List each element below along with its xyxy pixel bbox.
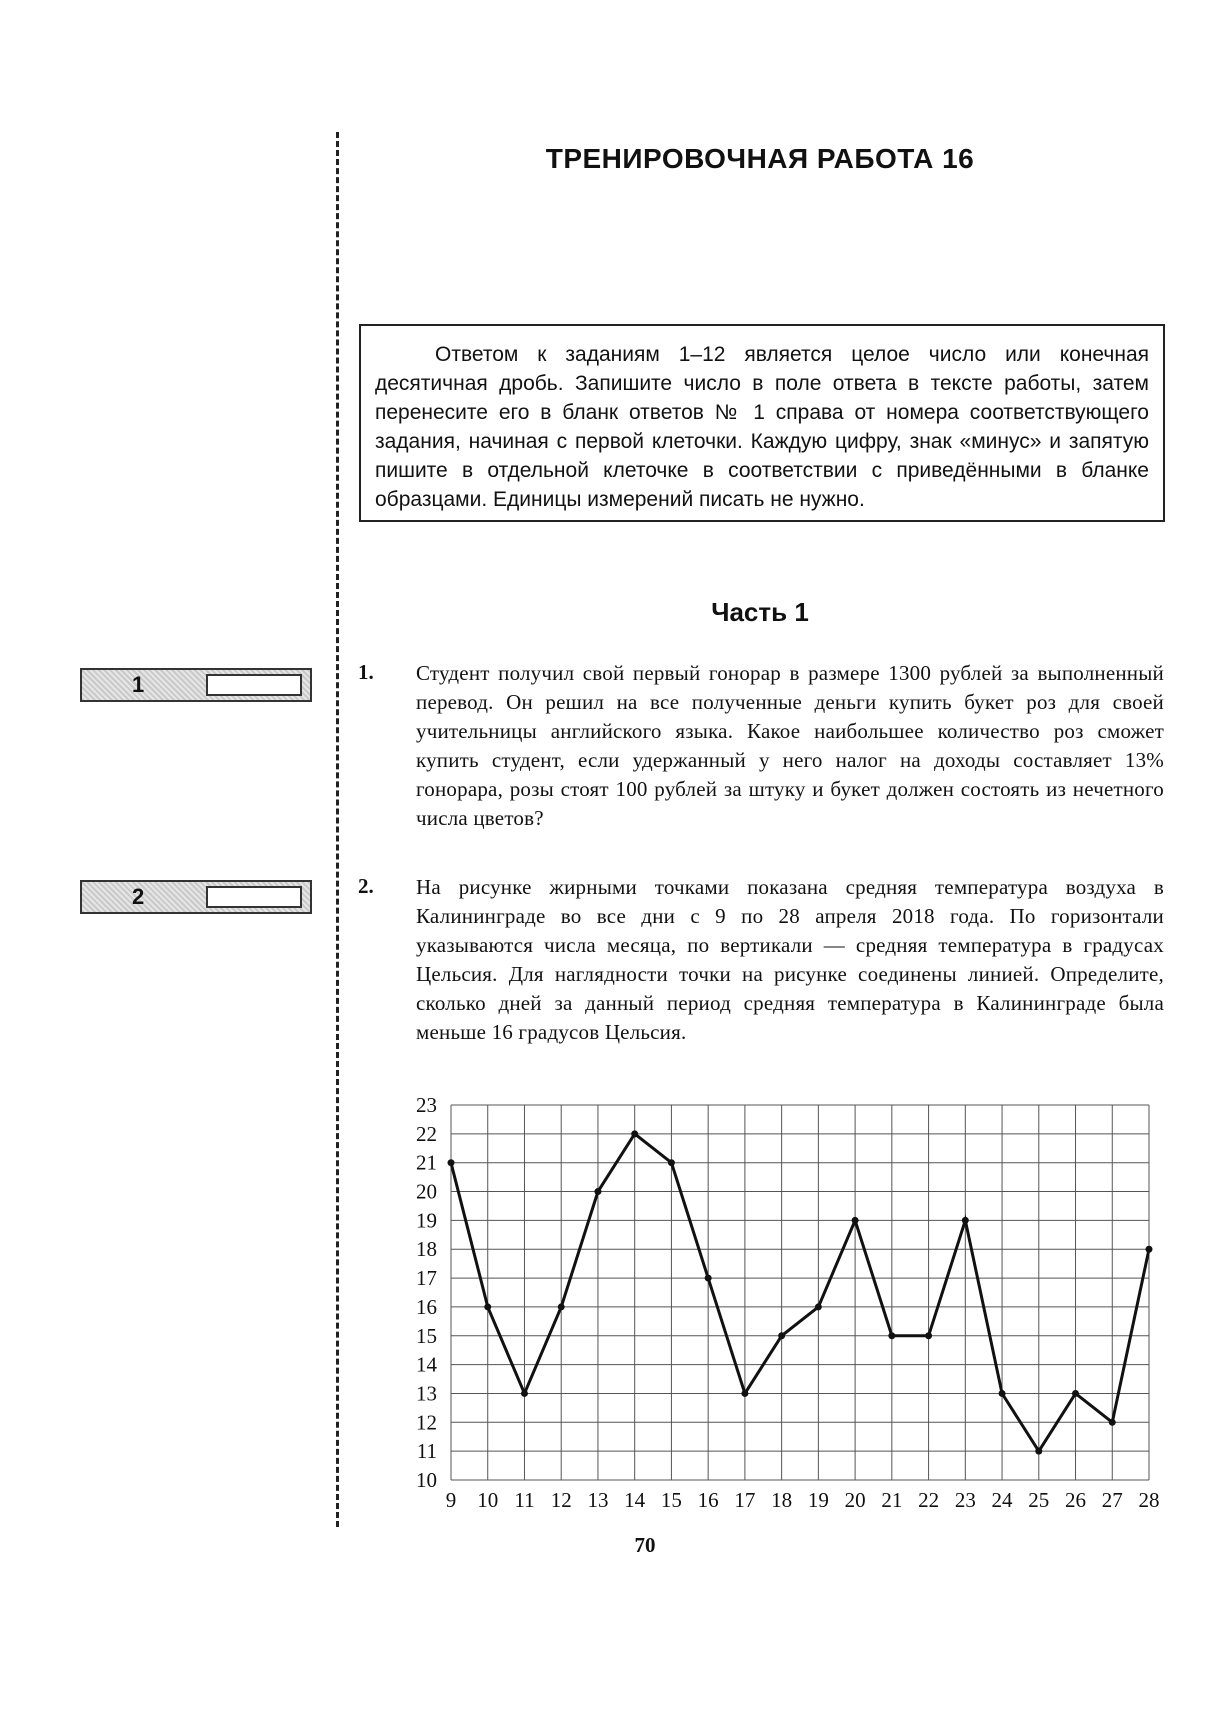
x-tick-label: 10 [477,1488,499,1512]
data-point [1072,1390,1079,1397]
y-tick-label: 11 [416,1439,437,1464]
y-tick-label: 22 [416,1121,437,1146]
x-tick-label: 25 [1028,1488,1050,1512]
temperature-chart [400,1090,1160,1520]
data-point [815,1303,822,1310]
answer-box-2 [80,880,312,914]
y-tick-label: 15 [416,1323,437,1348]
data-point [778,1332,785,1339]
x-tick-label: 16 [697,1488,719,1512]
y-tick-label: 23 [416,1093,437,1117]
data-point [1146,1246,1153,1253]
data-point [888,1332,895,1339]
task-number: 1. [358,660,374,684]
instructions-box [359,324,1165,522]
y-tick-label: 18 [416,1237,437,1262]
y-tick-label: 20 [416,1179,437,1204]
task-text: На рисунке жирными точками показана средняя температура воздуха в Калининграде во все дни с 9 по 28 апреля 2018 года. По горизонтали указываются числа месяца, по вертикали — средняя температура в градусах Цельсия. Для наглядности точки на рисунке соединены линией. Определите, сколько дней за данный период средняя температура в Калининграде была меньше 16 градусов Цельсия. [416,875,1164,1044]
x-tick-label: 19 [807,1488,829,1512]
x-tick-label: 15 [660,1488,682,1512]
data-point [962,1217,969,1224]
data-point [741,1390,748,1397]
y-tick-label: 21 [416,1150,437,1175]
x-tick-label: 26 [1065,1488,1087,1512]
answer-field-1[interactable] [206,674,302,696]
data-point [999,1390,1006,1397]
x-tick-label: 24 [991,1488,1013,1512]
x-tick-label: 23 [954,1488,976,1512]
y-tick-label: 17 [416,1266,437,1291]
cut-line-divider [336,132,339,1527]
data-point [705,1275,712,1282]
y-tick-label: 13 [416,1381,437,1406]
y-tick-label: 14 [416,1352,437,1377]
x-tick-label: 28 [1138,1488,1160,1512]
page-number: 70 [634,1533,656,1557]
x-tick-label: 12 [550,1488,572,1512]
y-tick-label: 19 [416,1208,437,1233]
y-tick-label: 10 [416,1468,437,1492]
x-tick-label: 20 [844,1488,866,1512]
data-point [925,1332,932,1339]
x-tick-label: 27 [1101,1488,1123,1512]
answer-box-number: 1 [132,672,145,697]
x-tick-label: 17 [734,1488,756,1512]
series-line [451,1134,1149,1451]
data-point [852,1217,859,1224]
x-tick-label: 22 [918,1488,940,1512]
x-tick-label: 14 [624,1488,646,1512]
answer-box-number: 2 [132,884,145,909]
data-point [448,1159,455,1166]
part-title: Часть 1 [711,597,809,627]
page-title: ТРЕНИРОВОЧНАЯ РАБОТА 16 [545,143,975,174]
data-point [668,1159,675,1166]
y-tick-label: 16 [416,1294,437,1319]
instructions-text: Ответом к заданиям 1–12 является целое число или конечная десятичная дробь. Запишите число в поле ответа в тексте работы, затем перенесите его в бланк ответов № 1 справа от номера соответствующего задания, начиная с первой клеточки. Каждую цифру, знак «минус» и запятую пишите в отдельной клеточке в соответствии с приведёнными в бланке образцами. Единицы измерений писать не нужно. [375,343,1149,511]
data-point [594,1188,601,1195]
x-tick-label: 11 [514,1488,535,1512]
data-point [521,1390,528,1397]
data-point [1109,1419,1116,1426]
task-text: Студент получил свой первый гонорар в размере 1300 рублей за выполненный перевод. Он решил на все полученные деньги купить букет роз для своей учительницы английского языка. Какое наибольшее количество роз сможет купить студент, если удержанный у него налог на доходы составляет 13% гонорара, розы стоят 100 рублей за штуку и букет должен состоять из нечетного числа цветов? [416,661,1164,830]
data-point [558,1303,565,1310]
data-point [1035,1448,1042,1455]
x-tick-label: 21 [881,1488,903,1512]
task-number: 2. [358,874,374,898]
x-tick-label: 18 [771,1488,793,1512]
x-tick-label: 9 [445,1488,457,1512]
answer-field-2[interactable] [206,886,302,908]
answer-box-1 [80,668,312,702]
data-point [484,1303,491,1310]
data-point [631,1130,638,1137]
y-tick-label: 12 [416,1410,437,1435]
x-tick-label: 13 [587,1488,609,1512]
